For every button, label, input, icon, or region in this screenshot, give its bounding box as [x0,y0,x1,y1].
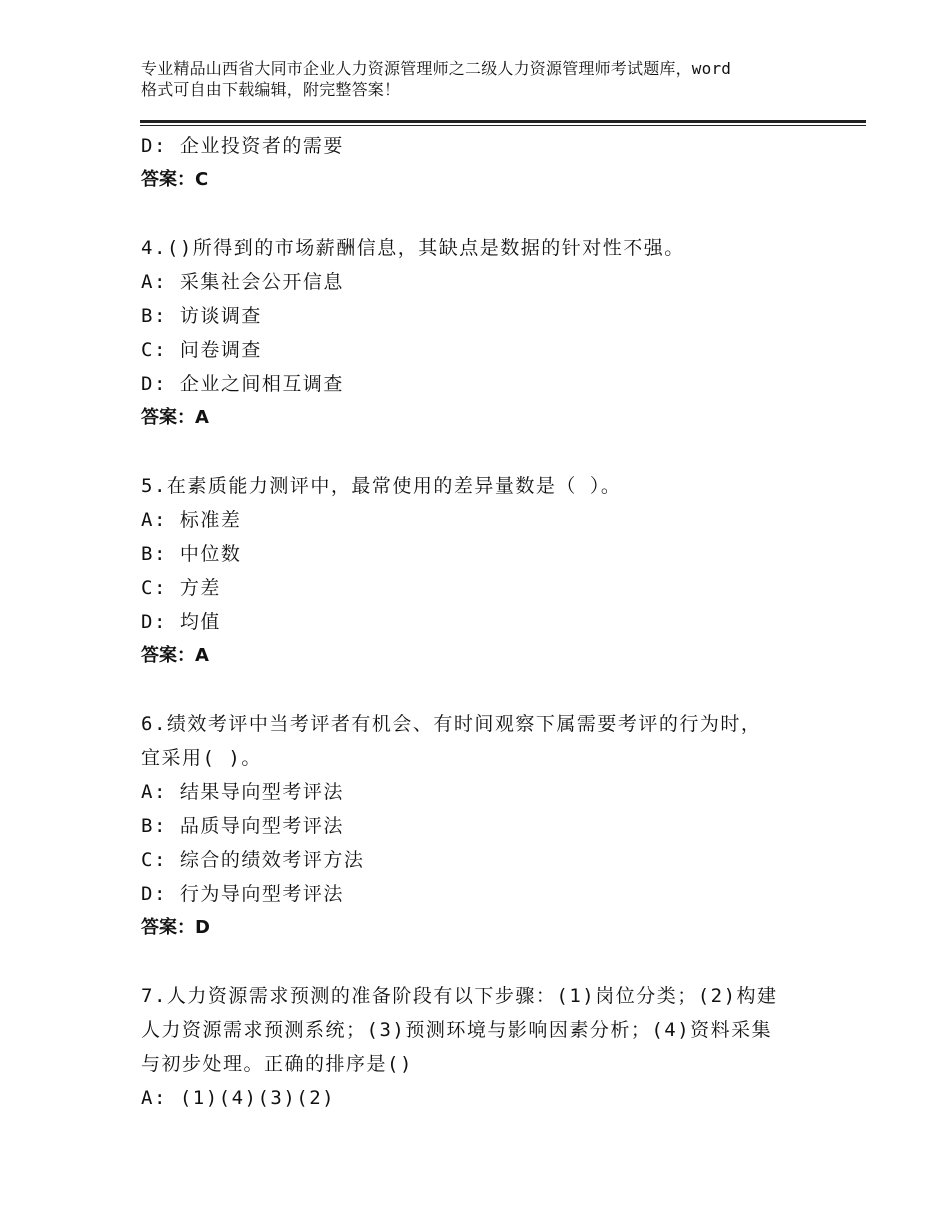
answer: 答案：C [141,169,209,190]
question-list [141,129,831,1115]
option-b: B: 品质导向型考评法 [141,815,344,837]
header-divider-thick [140,120,866,123]
question-3-tail [141,129,831,197]
option-b: B: 中位数 [141,543,242,565]
option-d: D: 行为导向型考评法 [141,883,344,905]
option-c: C: 问卷调查 [141,339,262,361]
answer: 答案：D [141,917,210,938]
question-7 [141,979,831,1115]
header-line-1: 专业精品山西省大同市企业人力资源管理师之二级人力资源管理师考试题库，word [141,59,732,78]
option-a: A: 结果导向型考评法 [141,781,344,803]
question-stem: 4.()所得到的市场薪酬信息，其缺点是数据的针对性不强。 [141,237,685,259]
option-d: D: 企业投资者的需要 [141,135,344,157]
header-line-2: 格式可自由下载编辑，附完整答案！ [141,80,401,99]
question-stem-line-2: 人力资源需求预测系统；(3)预测环境与影响因素分析；(4)资料采集 [141,1019,773,1041]
document-header [141,58,831,100]
option-a: A: (1)(4)(3)(2) [141,1087,336,1109]
question-4 [141,231,831,435]
option-b: B: 访谈调查 [141,305,262,327]
header-divider-thin [140,125,866,126]
question-stem-line-3: 与初步处理。正确的排序是() [141,1053,413,1075]
question-stem-line-2: 宜采用( )。 [141,747,262,769]
question-stem-line-1: 6.绩效考评中当考评者有机会、有时间观察下属需要考评的行为时， [141,713,762,735]
option-c: C: 方差 [141,577,221,599]
option-c: C: 综合的绩效考评方法 [141,849,365,871]
option-d: D: 企业之间相互调查 [141,373,344,395]
option-a: A: 标准差 [141,509,242,531]
question-stem: 5.在素质能力测评中，最常使用的差异量数是（ ）。 [141,475,622,497]
question-5 [141,469,831,673]
question-stem-line-1: 7.人力资源需求预测的准备阶段有以下步骤：(1)岗位分类；(2)构建 [141,985,778,1007]
option-d: D: 均值 [141,611,221,633]
question-6 [141,707,831,945]
option-a: A: 采集社会公开信息 [141,271,344,293]
answer: 答案：A [141,645,209,666]
answer: 答案：A [141,407,209,428]
